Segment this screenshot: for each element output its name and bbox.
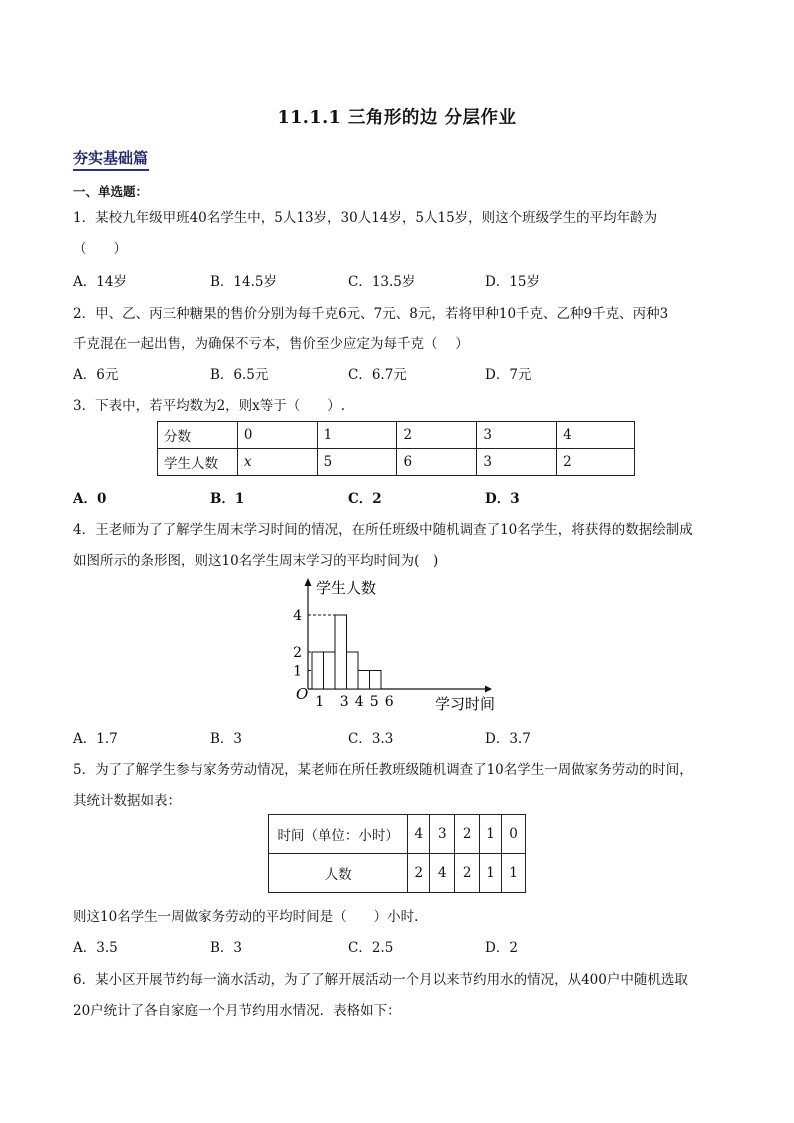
table-cell: 2	[455, 854, 480, 893]
table-row	[269, 854, 526, 893]
bar	[370, 671, 382, 690]
x-tick-label: 5	[369, 694, 379, 710]
table-cell: 3	[430, 815, 455, 854]
bar	[347, 652, 359, 689]
q5-stem-line3: 则这10名学生一周做家务劳动的平均时间是（ ）小时.	[73, 909, 419, 925]
table-cell: 1	[480, 815, 502, 854]
q3-option-a: A．0	[73, 491, 107, 507]
table-cell: 学生人数	[158, 449, 238, 476]
table-row	[158, 422, 635, 449]
table-row	[269, 815, 526, 854]
table-cell: x	[237, 449, 317, 476]
bar-chart	[280, 575, 520, 715]
x-tick-label: 3	[339, 694, 349, 710]
bar	[324, 652, 336, 689]
q4-option-d: D．3.7	[485, 731, 531, 747]
x-axis-title: 学习时间	[435, 695, 496, 713]
q2-option-b: B．6.5元	[210, 367, 269, 383]
q5-table	[268, 814, 526, 893]
q1-stem-line2: （ ）	[73, 241, 127, 257]
q5-option-a: A．3.5	[73, 940, 118, 956]
q1-stem-line1: 1．某校九年级甲班40名学生中，5人13岁，30人14岁，5人15岁，则这个班级学生的平均年龄为	[73, 210, 658, 226]
q2-option-c: C．6.7元	[348, 367, 407, 383]
q2-stem-line2: 千克混在一起出售，为确保不亏本，售价至少应定为每千克（ ）	[73, 336, 469, 352]
x-tick-label: 6	[384, 694, 394, 710]
sub-heading: 一、单选题：	[73, 184, 149, 199]
section-heading: 夯实基础篇	[73, 147, 149, 171]
table-cell: 3	[477, 422, 557, 449]
origin-label: O	[296, 685, 309, 703]
table-cell: 4	[408, 815, 430, 854]
table-cell: 3	[477, 449, 557, 476]
q3-option-c: C．2	[348, 491, 382, 507]
q5-stem-line2: 其统计数据如表：	[73, 793, 181, 809]
q2-stem-line1: 2．甲、乙、丙三种糖果的售价分别为每千克6元、7元、8元，若将甲种10千克、乙种9千克、丙种3	[73, 306, 669, 322]
q2-option-a: A．6元	[73, 367, 119, 383]
table-cell: 4	[430, 854, 455, 893]
y-tick-label: 4	[293, 608, 302, 624]
table-row	[158, 449, 635, 476]
table-cell: 4	[557, 422, 635, 449]
q4-stem-line1: 4．王老师为了了解学生周末学习时间的情况，在所任班级中随机调查了10名学生，将获得的数据绘制成	[73, 522, 693, 538]
y-axis-arrow	[305, 578, 312, 586]
y-tick-label: 2	[293, 645, 302, 661]
x-tick-label: 1	[315, 694, 325, 710]
q4-option-a: A．1.7	[73, 731, 118, 747]
table-cell: 2	[455, 815, 480, 854]
q3-option-b: B．1	[210, 491, 245, 507]
q1-option-a: A．14岁	[73, 274, 127, 290]
x-axis-arrow	[485, 686, 492, 693]
table-cell: 0	[237, 422, 317, 449]
table-cell: 分数	[158, 422, 238, 449]
q3-stem: 3．下表中，若平均数为2，则x等于（ ）.	[73, 398, 346, 414]
table-cell: 2	[557, 449, 635, 476]
q4-option-c: C．3.3	[348, 731, 394, 747]
page-title: 11.1.1 三角形的边 分层作业	[277, 108, 517, 128]
q5-stem-line1: 5．为了了解学生参与家务劳动情况，某老师在所任教班级随机调查了10名学生一周做家务劳动的时间，	[73, 762, 693, 778]
table-cell: 人数	[269, 854, 408, 893]
table-cell: 1	[502, 854, 526, 893]
y-tick-label: 1	[293, 663, 302, 680]
q1-option-c: C．13.5岁	[348, 274, 416, 290]
table-cell: 5	[317, 449, 397, 476]
bar	[335, 615, 347, 689]
x-tick-label: 4	[354, 694, 364, 710]
q1-option-b: B．14.5岁	[210, 274, 277, 290]
q3-table	[157, 421, 635, 476]
y-axis-title: 学生人数	[316, 579, 377, 597]
q6-stem-line2: 20户统计了各自家庭一个月节约用水情况．表格如下：	[73, 1003, 401, 1019]
q4-option-b: B．3	[210, 731, 243, 747]
table-cell: 2	[397, 422, 477, 449]
table-cell: 1	[317, 422, 397, 449]
table-cell: 0	[502, 815, 526, 854]
chart-labels	[293, 579, 495, 713]
bar	[358, 671, 370, 690]
bar	[312, 652, 324, 689]
q6-stem-line1: 6．某小区开展节约每一滴水活动，为了了解开展活动一个月以来节约用水的情况，从400户中随机选取	[73, 972, 688, 988]
table-cell: 1	[480, 854, 502, 893]
q5-option-c: C．2.5	[348, 940, 394, 956]
table-cell: 2	[408, 854, 430, 893]
q5-option-b: B．3	[210, 940, 243, 956]
table-cell: 时间（单位：小时）	[269, 815, 408, 854]
q3-option-d: D．3	[485, 491, 520, 507]
table-cell: 6	[397, 449, 477, 476]
q4-stem-line2: 如图所示的条形图，则这10名学生周末学习的平均时间为( )	[73, 553, 439, 569]
chart-bars	[312, 615, 381, 689]
q2-option-d: D．7元	[485, 367, 532, 383]
q5-option-d: D．2	[485, 940, 518, 956]
q1-option-d: D．15岁	[485, 274, 541, 290]
